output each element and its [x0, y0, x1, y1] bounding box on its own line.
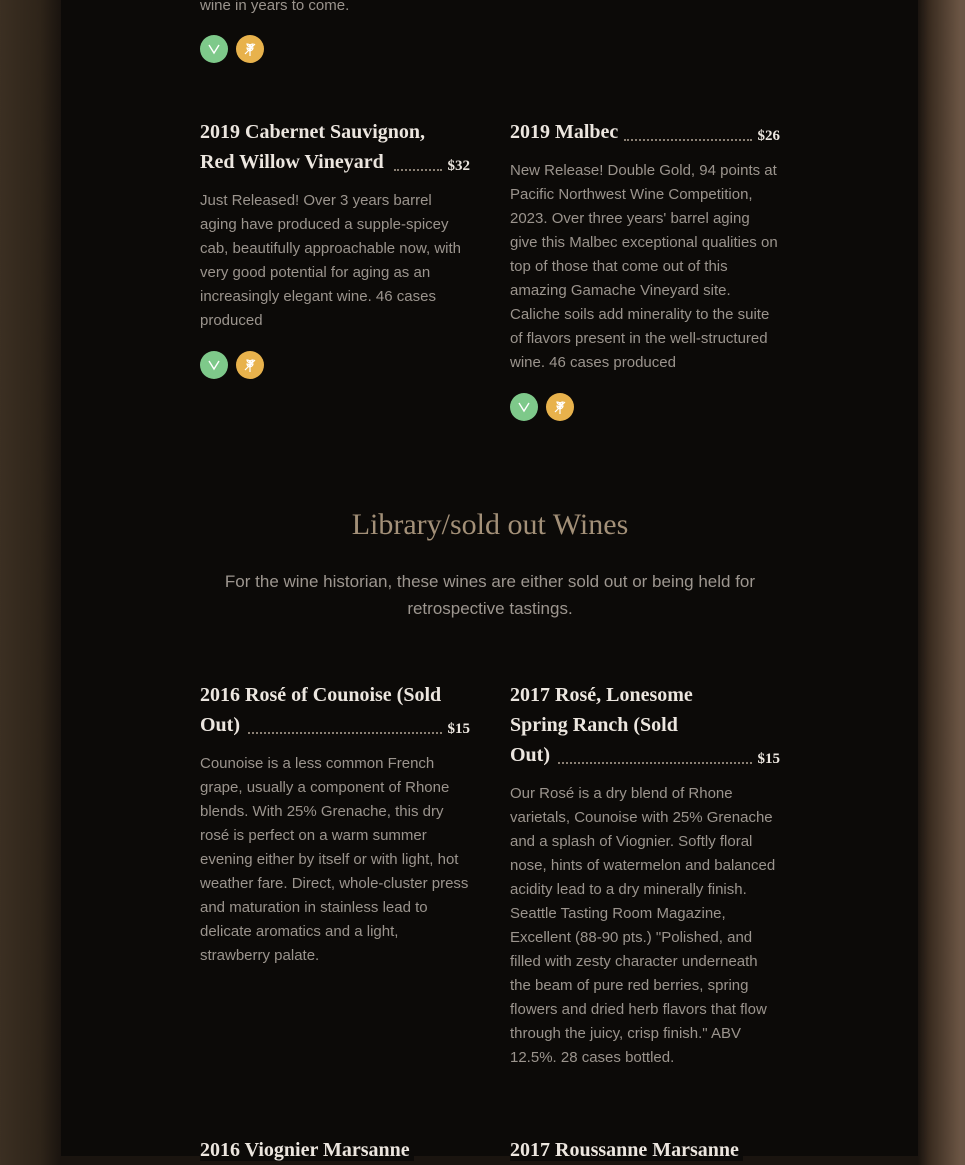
section-title: Library/sold out Wines: [351, 508, 629, 541]
gluten-free-icon: [546, 393, 574, 421]
wine-name: 2019 Malbec: [510, 117, 780, 147]
vegan-icon: [510, 393, 538, 421]
wine-badges: [510, 393, 780, 421]
wine-name: 2019 Cabernet Sauvignon, Red Willow Vineyard: [200, 121, 426, 173]
wine-item-header: [510, 680, 780, 770]
gluten-free-icon: [236, 351, 264, 379]
wine-name: 2017 Rosé, Lonesome Spring Ranch (Sold Out): [510, 684, 693, 766]
wine-badges: [200, 351, 470, 379]
wine-item-roussanne-marsanne-2017: [510, 1135, 780, 1165]
wine-item-viognier-marsanne-2016: [200, 1135, 470, 1165]
price-leader: [558, 760, 752, 764]
wine-item-header: [200, 117, 470, 177]
price-leader: [394, 167, 442, 171]
wine-description: Our Rosé is a dry blend of Rhone varietals, Counoise with 25% Grenache and a splash of Viognier. Softly floral nose, hints of watermelon and balanced acidity lead to a dry minerally finish. Seattle Tasting Room Magazine, Excellent (88-90 pts.) "Polished, and filled with zesty character underneath the beam of pure red berries, spring flowers and dried herb flavors that flow through the juicy, crisp finish." ABV 12.5%. 28 cases bottled.: [510, 785, 776, 1066]
vegan-icon: [200, 351, 228, 379]
wine-price: $32: [447, 158, 470, 174]
gluten-free-icon: [236, 35, 264, 63]
wine-item-cabernet-2019: [200, 117, 470, 379]
wine-item-rose-counoise-2016: [200, 680, 470, 968]
wine-name: 2017 Roussanne Marsanne: [510, 1135, 780, 1165]
wine-name: 2016 Viognier Marsanne: [200, 1135, 470, 1165]
wine-item-rose-lonesome-spring-2017: [510, 680, 780, 1070]
wine-description: Counoise is a less common French grape, usually a component of Rhone blends. With 25% Grenache, this dry rosé is perfect on a warm summer evening either by itself or with light, hot weather fare. Direct, whole-cluster press and maturation in stainless lead to delicate aromatics and a light, strawberry palate.: [200, 755, 469, 964]
price-leader: [248, 730, 442, 734]
wine-item-header: [200, 680, 470, 740]
vegan-icon: [200, 35, 228, 63]
previous-item-badges: [200, 35, 264, 63]
wine-price: $15: [447, 721, 470, 737]
previous-item-description-tail: wine in years to come.: [200, 0, 350, 14]
section-subtitle: For the wine historian, these wines are either sold out or being held for retrospective tastings.: [224, 572, 756, 618]
wine-description: Just Released! Over 3 years barrel aging have produced a supple-spicey cab, beautifully approachable now, with very good potential for aging as an increasingly elegant wine. 46 cases produced: [200, 192, 462, 329]
wine-price: $15: [757, 751, 780, 767]
price-leader: [624, 137, 752, 141]
wine-item-header: [510, 117, 780, 147]
wine-description: New Release! Double Gold, 94 points at Pacific Northwest Wine Competition, 2023. Over three years' barrel aging give this Malbec exceptional qualities on top of those that come out of this amazing Gamache Vineyard site. Caliche soils add minerality to the suite of flavors present in the well-structured wine. 46 cases produced: [510, 162, 778, 371]
wine-price: $26: [757, 128, 780, 144]
wine-item-malbec-2019: [510, 117, 780, 421]
wine-name: 2016 Rosé of Counoise (Sold Out): [200, 684, 442, 736]
